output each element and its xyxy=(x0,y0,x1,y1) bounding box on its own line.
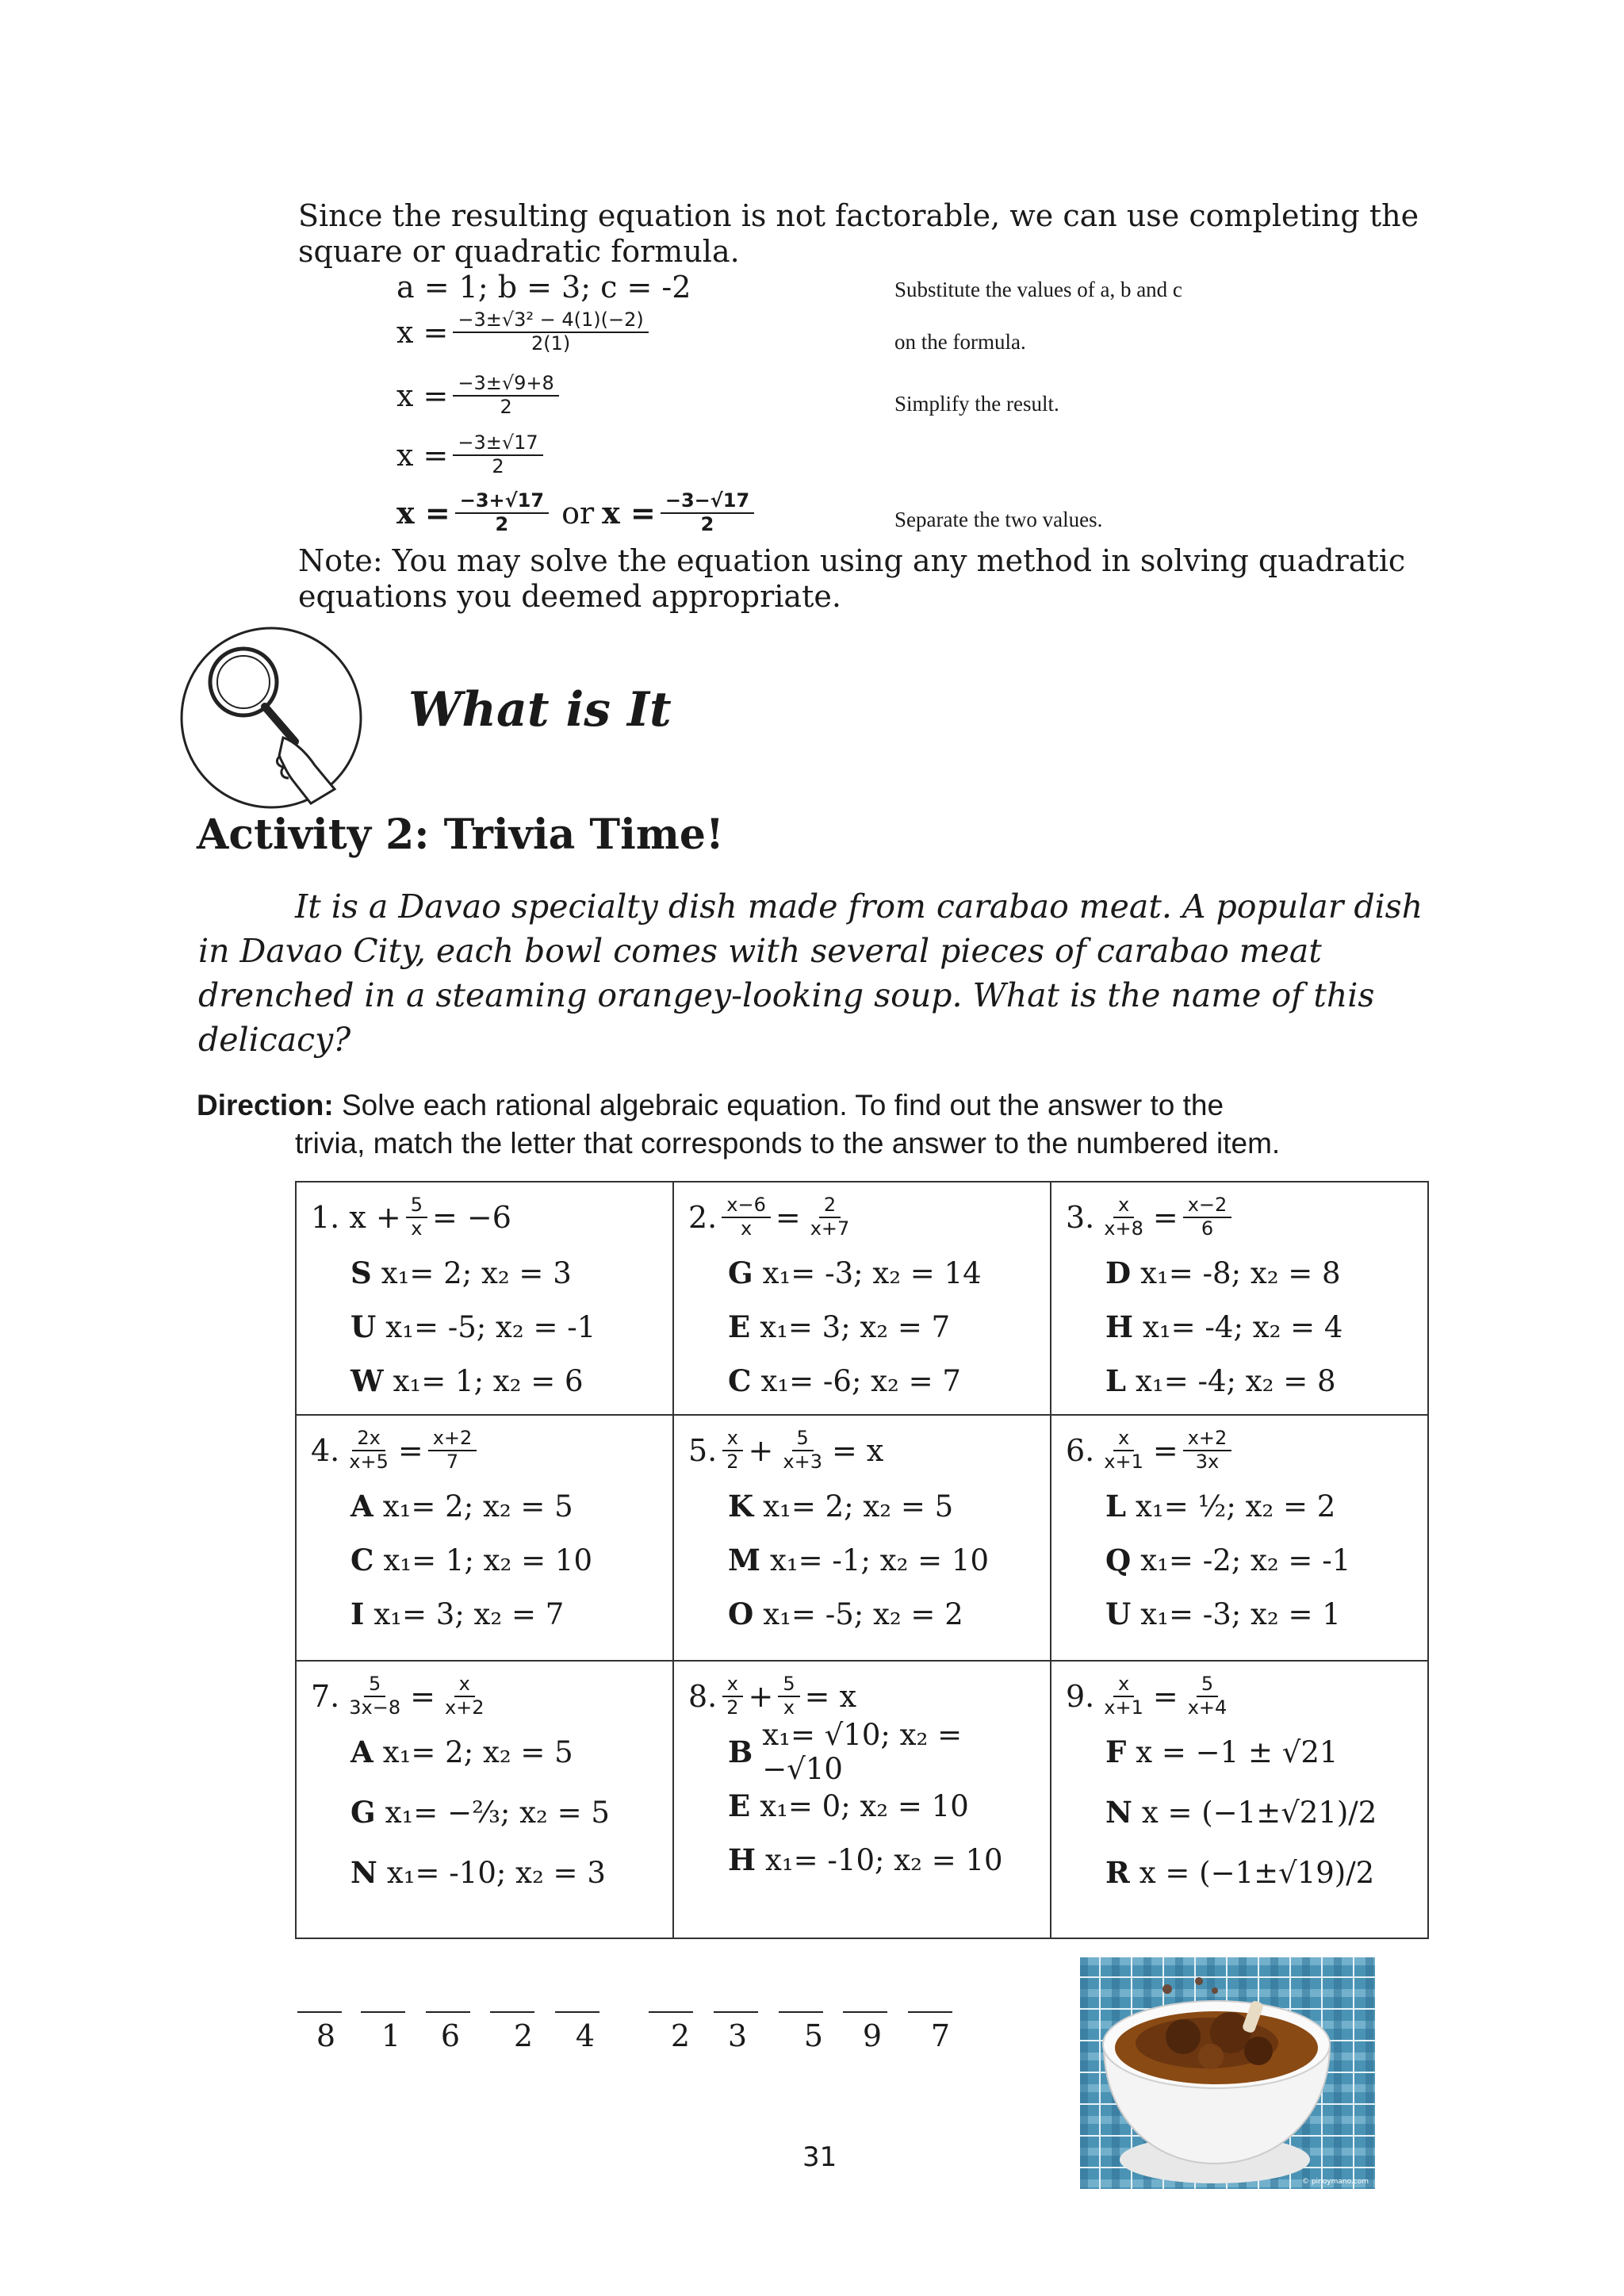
option-6-U: U x₁= -3; x₂ = 1 xyxy=(1105,1596,1341,1631)
option-9-R: R x = (−1±√19)/2 xyxy=(1105,1855,1375,1890)
answer-number: 2 xyxy=(513,2018,534,2053)
option-8-E: E x₁= 0; x₂ = 10 xyxy=(728,1788,969,1823)
option-5-O: O x₁= -5; x₂ = 2 xyxy=(728,1596,963,1631)
option-3-D: D x₁= -8; x₂ = 8 xyxy=(1105,1255,1341,1290)
answer-blank[interactable] xyxy=(297,2011,342,2013)
option-1-U: U x₁= -5; x₂ = -1 xyxy=(350,1309,596,1344)
problem-cell-7 xyxy=(296,1661,673,1938)
direction-line-1: Direction: Solve each rational algebraic equation. To find out the answer to the xyxy=(197,1089,1224,1121)
answer-number: 9 xyxy=(862,2018,883,2053)
option-3-L: L x₁= -4; x₂ = 8 xyxy=(1105,1363,1336,1398)
section-title: What is It xyxy=(408,682,672,738)
answer-blank[interactable] xyxy=(490,2011,534,2013)
option-6-Q: Q x₁= -2; x₂ = -1 xyxy=(1105,1543,1351,1577)
option-7-A: A x₁= 2; x₂ = 5 xyxy=(350,1734,573,1769)
problem-cell-3 xyxy=(1051,1182,1428,1415)
problem-4-equation: 4. $\frac{2x}{x+5}$ = $\frac{x+2}{7}$ xyxy=(311,1427,658,1474)
option-9-F: F x = −1 ± √21 xyxy=(1105,1734,1339,1769)
problem-3-equation: 3. $\frac{x}{x+8}$ = $\frac{x-2}{6}$ xyxy=(1066,1194,1413,1241)
problem-9-equation: 9. $\frac{x}{x+1}$ = $\frac{5}{x+4}$ xyxy=(1066,1673,1228,1719)
answer-number: 8 xyxy=(316,2018,336,2053)
option-6-L: L x₁= ½; x₂ = 2 xyxy=(1105,1489,1336,1524)
option-7-G: G x₁= −⅔; x₂ = 5 xyxy=(350,1795,610,1830)
step-2: x = $\frac{-3\pm√9+8}{2}$ xyxy=(396,373,564,418)
answer-number: 3 xyxy=(727,2018,748,2053)
answer-blank[interactable] xyxy=(779,2011,823,2013)
answer-blank[interactable] xyxy=(555,2011,599,2013)
option-3-H: H x₁= -4; x₂ = 4 xyxy=(1105,1309,1343,1344)
note-substitute: Substitute the values of a, b and c xyxy=(894,278,1182,301)
step-1: x = $\frac{\text{−3±√3² − 4(1)(−2)}}{2(1)}$ xyxy=(396,309,653,355)
answer-blank[interactable] xyxy=(361,2011,405,2013)
magnifier-icon xyxy=(176,623,366,813)
answer-blank[interactable] xyxy=(843,2011,887,2013)
trivia-line-3: drenched in a steaming orangey-looking soup. What is the name of this xyxy=(198,976,1375,1014)
answer-number: 1 xyxy=(381,2018,401,2053)
answer-blank[interactable] xyxy=(649,2011,693,2013)
activity-title: Activity 2: Trivia Time! xyxy=(197,811,724,859)
problem-2-equation: 2. $\frac{x-6}{x}$ = $\frac{2}{x+7}$ xyxy=(688,1194,850,1240)
option-7-N: N x₁= -10; x₂ = 3 xyxy=(350,1855,606,1890)
intro-line-2: square or quadratic formula. xyxy=(298,234,740,269)
step-3: x = $\frac{-3\pm√17}{2}$ xyxy=(396,432,548,477)
option-1-W: W x₁= 1; x₂ = 6 xyxy=(350,1363,584,1398)
photo-watermark: © pinoymano.com xyxy=(1301,2178,1369,2186)
step-4: x = $\frac{-3+√17}{2}$ or x = $\frac{-3-√17}{2}$ xyxy=(396,490,759,535)
note-formula: on the formula. xyxy=(894,330,1026,354)
option-4-A: A x₁= 2; x₂ = 5 xyxy=(350,1489,573,1524)
trivia-line-1: It is a Davao specialty dish made from carabao meat. A popular dish xyxy=(295,887,1423,926)
page-number: 31 xyxy=(802,2141,837,2173)
option-2-C: C x₁= -6; x₂ = 7 xyxy=(728,1363,961,1398)
problem-cell-2 xyxy=(673,1182,1051,1415)
problem-table xyxy=(295,1181,1429,1939)
option-1-S: S x₁= 2; x₂ = 3 xyxy=(350,1255,572,1290)
note-line-2: equations you deemed appropriate. xyxy=(298,579,841,614)
option-2-G: G x₁= -3; x₂ = 14 xyxy=(728,1255,982,1290)
problem-cell-4 xyxy=(296,1415,673,1661)
note-separate: Separate the two values. xyxy=(894,508,1103,531)
problem-7-equation: 7. $\frac{5}{3x-8}$ = $\frac{x}{x+2}$ xyxy=(311,1673,485,1719)
option-8-H: H x₁= -10; x₂ = 10 xyxy=(728,1842,1003,1877)
problem-cell-8 xyxy=(673,1661,1051,1938)
dish-photo xyxy=(1080,1957,1375,2189)
problem-cell-6 xyxy=(1051,1415,1428,1661)
intro-line-1: Since the resulting equation is not factorable, we can use completing the xyxy=(298,198,1419,233)
answer-number: 2 xyxy=(670,2018,691,2053)
problem-cell-1 xyxy=(296,1182,673,1415)
answer-number: 4 xyxy=(575,2018,596,2053)
option-9-N: N x = (−1±√21)/2 xyxy=(1105,1795,1377,1830)
problem-6-equation: 6. $\frac{x}{x+1}$ = $\frac{x+2}{3x}$ xyxy=(1066,1427,1413,1474)
problem-1-equation: 1. x + $\frac{5}{x}$ = −6 xyxy=(311,1194,511,1240)
answer-blank[interactable] xyxy=(908,2011,952,2013)
direction-line-2: trivia, match the letter that corresponds to the answer to the numbered item. xyxy=(295,1127,1281,1159)
option-8-B: B x₁= √10; x₂ = −√10 xyxy=(728,1718,963,1786)
option-5-K: K x₁= 2; x₂ = 5 xyxy=(728,1489,954,1524)
option-4-I: I x₁= 3; x₂ = 7 xyxy=(350,1596,565,1631)
problem-5-equation: 5. $\frac{x}{2}$ + $\frac{5}{x+3}$ = x xyxy=(688,1427,884,1473)
problem-cell-5 xyxy=(673,1415,1051,1661)
problem-8-equation: 8. $\frac{x}{2}$ + $\frac{5}{x}$ = x xyxy=(688,1673,857,1719)
trivia-line-2: in Davao City, each bowl comes with several pieces of carabao meat xyxy=(198,932,1322,970)
note-simplify: Simplify the result. xyxy=(894,392,1059,416)
answer-number: 6 xyxy=(440,2018,461,2053)
note-line-1: Note: You may solve the equation using any method in solving quadratic xyxy=(298,543,1406,578)
answer-number: 5 xyxy=(803,2018,824,2053)
trivia-line-4: delicacy? xyxy=(198,1021,351,1059)
option-4-C: C x₁= 1; x₂ = 10 xyxy=(350,1543,592,1577)
answer-blank[interactable] xyxy=(714,2011,758,2013)
problem-cell-9 xyxy=(1051,1661,1428,1938)
answer-number: 7 xyxy=(930,2018,951,2053)
option-5-M: M x₁= -1; x₂ = 10 xyxy=(728,1543,990,1577)
abc-values: a = 1; b = 3; c = -2 xyxy=(396,270,691,305)
answer-blank[interactable] xyxy=(426,2011,470,2013)
option-2-E: E x₁= 3; x₂ = 7 xyxy=(728,1309,951,1344)
